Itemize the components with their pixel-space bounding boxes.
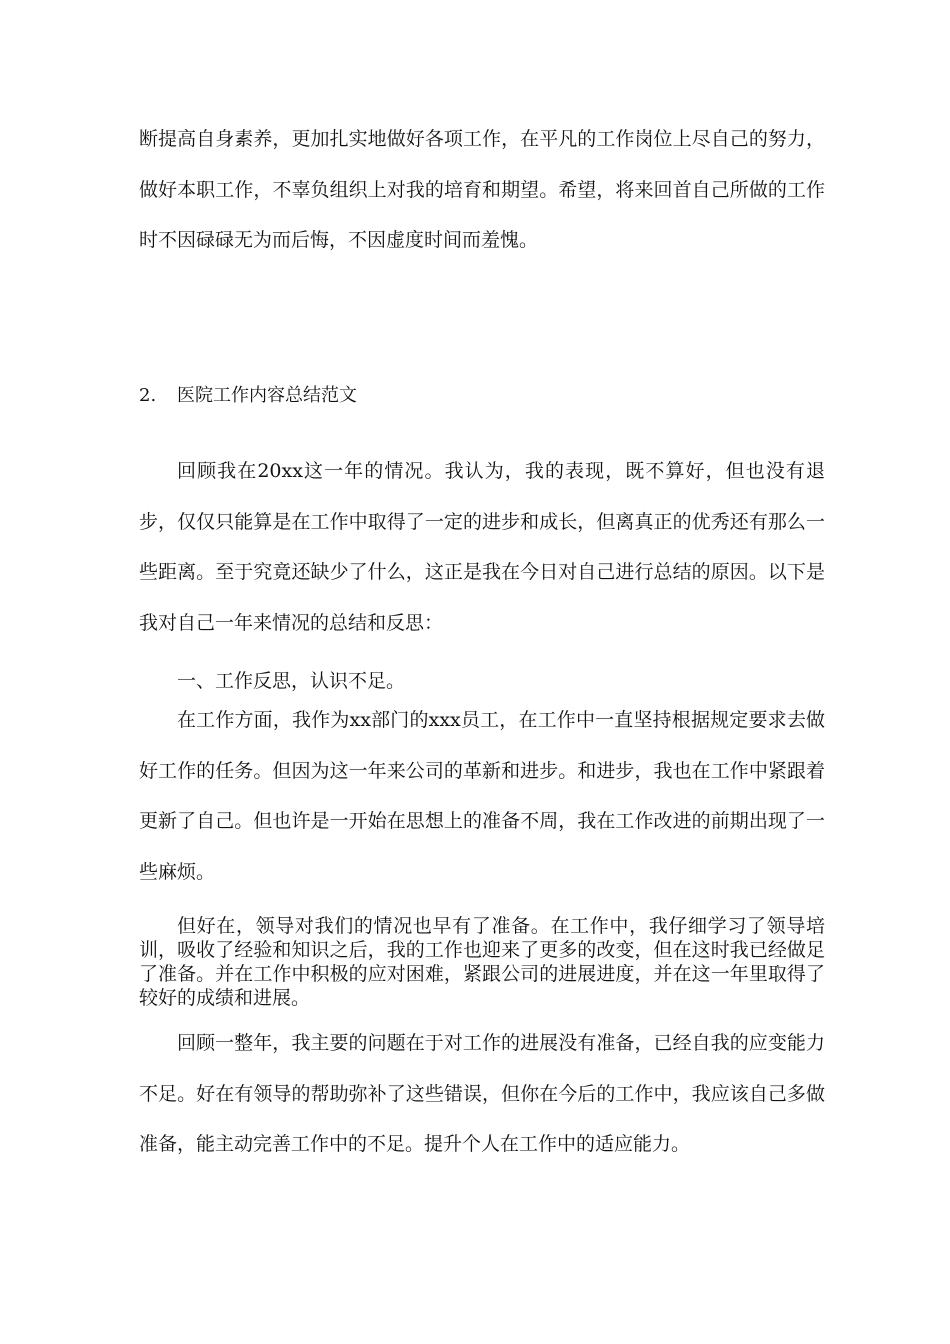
- paragraph-review-intro: 回顾我在20xx这一年的情况。我认为，我的表现，既不算好，但也没有退步，仅仅只能算是在工作中取得了一定的进步和成长，但离真正的优秀还有那么一些距离。至于究竟还缺少了什么，这正是我在今日对自己进行总结的原因。以下是我对自己一年来情况的总结和反思：: [139, 460, 825, 634]
- paragraph-but-good: 但好在，领导对我们的情况也早有了准备。在工作中，我仔细学习了领导培训，吸收了经验和知识之后，我的工作也迎来了更多的改变，但在这时我已经做足了准备。并在工作中积极的应对困难，紧跟公司的进展进度，并在这一年里取得了较好的成绩和进展。: [139, 915, 825, 1009]
- paragraph-continued: 断提高自身素养，更加扎实地做好各项工作，在平凡的工作岗位上尽自己的努力，做好本职工作，不辜负组织上对我的培育和期望。希望，将来回首自己所做的工作时不因碌碌无为而后悔，不因虚度时间而羞愧。: [139, 128, 825, 251]
- paragraph-work-aspect: 在工作方面，我作为xx部门的xxx员工，在工作中一直坚持根据规定要求去做好工作的任务。但因为这一年来公司的革新和进步。和进步，我也在工作中紧跟着更新了自己。但也许是一开始在思想上的准备不周，我在工作改进的前期出现了一些麻烦。: [139, 709, 825, 883]
- paragraph-whole-year: 回顾一整年，我主要的问题在于对工作的进展没有准备，已经自我的应变能力不足。好在有领导的帮助弥补了这些错误，但你在今后的工作中，我应该自己多做准备，能主动完善工作中的不足。提升个人在工作中的适应能力。: [139, 1032, 825, 1155]
- section-heading: [139, 384, 825, 408]
- paragraph-section-one: 一、工作反思，认识不足。: [177, 670, 406, 692]
- heading-title: 医院工作内容总结范文: [177, 385, 357, 406]
- heading-number: 2.: [139, 385, 157, 406]
